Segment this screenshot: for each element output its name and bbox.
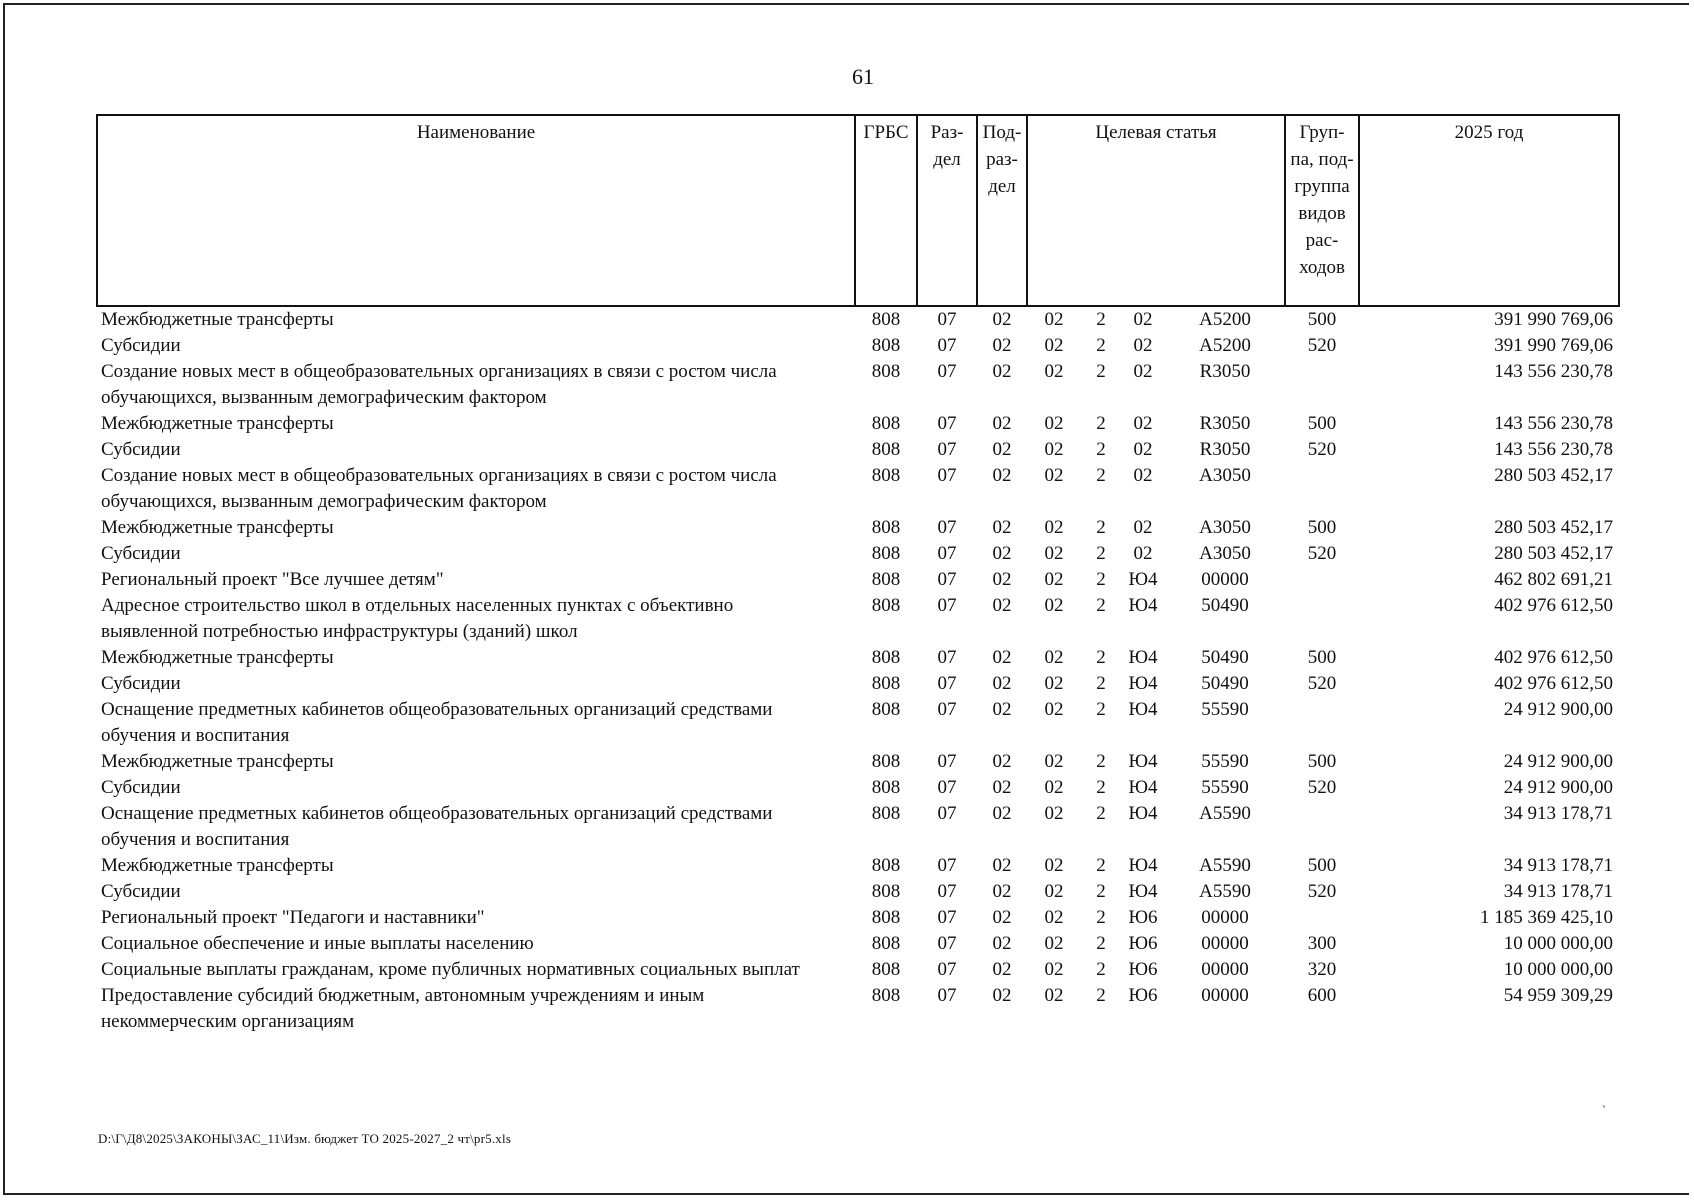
row-razdel: 07 <box>937 543 957 564</box>
header-target-article: Целевая статья <box>1027 115 1285 306</box>
row-razdel: 07 <box>937 647 957 668</box>
row-amount: 402 976 612,50 <box>1494 647 1614 668</box>
row-target-type: 2 <box>1096 465 1106 486</box>
row-name: Региональный проект "Педагоги и наставники" <box>101 907 485 928</box>
row-target-project: Ю6 <box>1128 985 1158 1006</box>
row-podrazdel: 02 <box>992 361 1012 382</box>
row-target-type: 2 <box>1096 413 1106 434</box>
row-target-type: 2 <box>1096 309 1106 330</box>
header-year-2025: 2025 год <box>1359 115 1619 306</box>
row-target-program: 02 <box>1044 439 1064 460</box>
row-razdel: 07 <box>937 751 957 772</box>
row-razdel: 07 <box>937 673 957 694</box>
table-row <box>97 853 1619 879</box>
table-row <box>97 879 1619 905</box>
row-target-program: 02 <box>1044 361 1064 382</box>
table-row <box>97 333 1619 359</box>
file-path: D:\Г\Д8\2025\ЗАКОНЫ\ЗАС_11\Изм. бюджет ТО 2025-2027_2 чт\pr5.xls <box>98 1131 512 1146</box>
row-target-project: Ю6 <box>1128 959 1158 980</box>
row-target-direction: А5200 <box>1199 335 1251 356</box>
row-razdel: 07 <box>937 699 957 720</box>
header-grbs: ГРБС <box>855 115 917 306</box>
row-target-direction: А3050 <box>1199 543 1251 564</box>
row-grbs: 808 <box>871 335 901 356</box>
row-name: Социальное обеспечение и иные выплаты населению <box>101 933 534 954</box>
row-amount: 10 000 000,00 <box>1503 959 1614 980</box>
row-target-direction: А5590 <box>1199 881 1251 902</box>
row-name: Межбюджетные трансферты <box>101 517 334 538</box>
row-target-program: 02 <box>1044 777 1064 798</box>
row-expense-group: 500 <box>1307 647 1337 668</box>
row-grbs: 808 <box>871 439 901 460</box>
row-podrazdel: 02 <box>992 907 1012 928</box>
row-expense-group: 320 <box>1307 959 1337 980</box>
row-target-program: 02 <box>1044 881 1064 902</box>
row-grbs: 808 <box>871 413 901 434</box>
table-row <box>97 671 1619 697</box>
row-grbs: 808 <box>871 751 901 772</box>
row-target-project: Ю4 <box>1128 569 1158 590</box>
row-target-project: 02 <box>1133 439 1153 460</box>
table-row <box>97 645 1619 671</box>
row-razdel: 07 <box>937 907 957 928</box>
row-target-project: Ю4 <box>1128 751 1158 772</box>
row-amount: 24 912 900,00 <box>1503 699 1614 720</box>
row-target-type: 2 <box>1096 803 1106 824</box>
row-name: Субсидии <box>101 673 181 694</box>
row-target-program: 02 <box>1044 803 1064 824</box>
table-row <box>97 957 1619 983</box>
row-target-program: 02 <box>1044 855 1064 876</box>
row-amount: 24 912 900,00 <box>1503 777 1614 798</box>
row-expense-group <box>1285 697 1359 749</box>
row-grbs: 808 <box>871 569 901 590</box>
row-target-direction: 55590 <box>1201 751 1249 772</box>
header-razdel: Раз- дел <box>917 115 977 306</box>
row-target-type: 2 <box>1096 361 1106 382</box>
row-expense-group <box>1285 567 1359 593</box>
row-name: Межбюджетные трансферты <box>101 309 334 330</box>
row-grbs: 808 <box>871 699 901 720</box>
row-amount: 280 503 452,17 <box>1494 517 1614 538</box>
row-target-project: 02 <box>1133 517 1153 538</box>
row-grbs: 808 <box>871 855 901 876</box>
row-target-program: 02 <box>1044 907 1064 928</box>
row-target-project: Ю6 <box>1128 907 1158 928</box>
row-target-direction: А5590 <box>1199 855 1251 876</box>
row-grbs: 808 <box>871 985 901 1006</box>
row-grbs: 808 <box>871 309 901 330</box>
row-grbs: 808 <box>871 881 901 902</box>
row-expense-group <box>1285 359 1359 411</box>
row-grbs: 808 <box>871 647 901 668</box>
row-podrazdel: 02 <box>992 335 1012 356</box>
table-row <box>97 775 1619 801</box>
row-name: Социальные выплаты гражданам, кроме публичных нормативных социальных выплат <box>101 959 800 980</box>
row-podrazdel: 02 <box>992 439 1012 460</box>
row-grbs: 808 <box>871 933 901 954</box>
row-target-project: Ю4 <box>1128 673 1158 694</box>
row-name: Создание новых мест в общеобразовательных организациях в связи с ростом числа обучающихся, вызванным демографическим фактором <box>101 465 777 512</box>
row-podrazdel: 02 <box>992 465 1012 486</box>
row-target-project: Ю4 <box>1128 699 1158 720</box>
row-target-direction: 00000 <box>1201 933 1249 954</box>
row-name: Региональный проект "Все лучшее детям" <box>101 569 444 590</box>
row-target-type: 2 <box>1096 777 1106 798</box>
row-target-project: 02 <box>1133 309 1153 330</box>
row-razdel: 07 <box>937 959 957 980</box>
row-target-type: 2 <box>1096 751 1106 772</box>
row-podrazdel: 02 <box>992 777 1012 798</box>
table-row <box>97 931 1619 957</box>
row-target-program: 02 <box>1044 413 1064 434</box>
row-target-project: Ю4 <box>1128 595 1158 616</box>
row-target-program: 02 <box>1044 959 1064 980</box>
header-podrazdel: Под- раз- дел <box>977 115 1027 306</box>
table-row <box>97 515 1619 541</box>
row-target-program: 02 <box>1044 647 1064 668</box>
row-expense-group: 500 <box>1307 855 1337 876</box>
row-amount: 143 556 230,78 <box>1494 413 1614 434</box>
row-target-direction: 00000 <box>1201 959 1249 980</box>
row-razdel: 07 <box>937 517 957 538</box>
row-target-type: 2 <box>1096 595 1106 616</box>
row-target-type: 2 <box>1096 959 1106 980</box>
row-amount: 402 976 612,50 <box>1494 673 1614 694</box>
row-podrazdel: 02 <box>992 699 1012 720</box>
table-row <box>97 541 1619 567</box>
row-expense-group: 500 <box>1307 413 1337 434</box>
row-target-program: 02 <box>1044 595 1064 616</box>
row-target-program: 02 <box>1044 309 1064 330</box>
row-podrazdel: 02 <box>992 517 1012 538</box>
row-name: Субсидии <box>101 335 181 356</box>
row-amount: 391 990 769,06 <box>1494 335 1614 356</box>
row-target-project: Ю4 <box>1128 803 1158 824</box>
row-expense-group: 500 <box>1307 309 1337 330</box>
row-name: Оснащение предметных кабинетов общеобразовательных организаций средствами обучения и воспитания <box>101 803 773 850</box>
row-name: Межбюджетные трансферты <box>101 647 334 668</box>
row-name: Адресное строительство школ в отдельных населенных пунктах с объективно выявленной потребностью инфраструктуры (зданий) школ <box>101 595 734 642</box>
row-expense-group <box>1285 905 1359 931</box>
row-amount: 143 556 230,78 <box>1494 439 1614 460</box>
row-name: Предоставление субсидий бюджетным, автономным учреждениям и иным некоммерческим организациям <box>101 985 705 1032</box>
row-amount: 34 913 178,71 <box>1503 803 1614 824</box>
row-podrazdel: 02 <box>992 881 1012 902</box>
row-target-type: 2 <box>1096 985 1106 1006</box>
row-podrazdel: 02 <box>992 647 1012 668</box>
row-name: Субсидии <box>101 881 181 902</box>
row-amount: 402 976 612,50 <box>1494 595 1614 616</box>
row-name: Создание новых мест в общеобразовательных организациях в связи с ростом числа обучающихся, вызванным демографическим фактором <box>101 361 777 408</box>
row-expense-group <box>1285 463 1359 515</box>
table-row <box>97 593 1619 645</box>
row-name: Субсидии <box>101 439 181 460</box>
row-razdel: 07 <box>937 881 957 902</box>
row-podrazdel: 02 <box>992 309 1012 330</box>
row-razdel: 07 <box>937 569 957 590</box>
row-target-type: 2 <box>1096 647 1106 668</box>
row-name: Субсидии <box>101 543 181 564</box>
row-amount: 24 912 900,00 <box>1503 751 1614 772</box>
row-razdel: 07 <box>937 335 957 356</box>
row-target-project: 02 <box>1133 361 1153 382</box>
row-grbs: 808 <box>871 907 901 928</box>
row-target-type: 2 <box>1096 699 1106 720</box>
row-amount: 1 185 369 425,10 <box>1480 907 1614 928</box>
row-target-program: 02 <box>1044 985 1064 1006</box>
row-target-direction: R3050 <box>1199 361 1251 382</box>
row-podrazdel: 02 <box>992 569 1012 590</box>
row-podrazdel: 02 <box>992 673 1012 694</box>
row-target-program: 02 <box>1044 933 1064 954</box>
table-row <box>97 306 1619 333</box>
header-expense-group: Груп- па, под- группа видов рас- ходов <box>1285 115 1359 306</box>
row-name: Межбюджетные трансферты <box>101 751 334 772</box>
row-target-type: 2 <box>1096 569 1106 590</box>
table-row <box>97 697 1619 749</box>
row-expense-group: 500 <box>1307 751 1337 772</box>
row-target-direction: 55590 <box>1201 777 1249 798</box>
row-target-direction: 55590 <box>1201 699 1249 720</box>
row-amount: 280 503 452,17 <box>1494 465 1614 486</box>
row-podrazdel: 02 <box>992 855 1012 876</box>
row-expense-group: 300 <box>1307 933 1337 954</box>
row-amount: 462 802 691,21 <box>1494 569 1614 590</box>
table-row <box>97 463 1619 515</box>
row-expense-group: 520 <box>1307 673 1337 694</box>
row-target-type: 2 <box>1096 907 1106 928</box>
row-target-direction: 50490 <box>1201 595 1249 616</box>
row-grbs: 808 <box>871 673 901 694</box>
row-target-type: 2 <box>1096 335 1106 356</box>
row-name: Оснащение предметных кабинетов общеобразовательных организаций средствами обучения и воспитания <box>101 699 773 746</box>
row-target-type: 2 <box>1096 933 1106 954</box>
table-row <box>97 567 1619 593</box>
row-podrazdel: 02 <box>992 959 1012 980</box>
row-target-project: 02 <box>1133 413 1153 434</box>
table-body <box>97 306 1619 1035</box>
row-target-direction: А5200 <box>1199 309 1251 330</box>
row-target-project: Ю4 <box>1128 777 1158 798</box>
row-podrazdel: 02 <box>992 933 1012 954</box>
row-grbs: 808 <box>871 465 901 486</box>
row-amount: 34 913 178,71 <box>1503 855 1614 876</box>
row-target-direction: 50490 <box>1201 673 1249 694</box>
row-target-project: Ю4 <box>1128 647 1158 668</box>
row-target-program: 02 <box>1044 569 1064 590</box>
table-header <box>97 115 1619 306</box>
row-razdel: 07 <box>937 413 957 434</box>
row-target-direction: 00000 <box>1201 907 1249 928</box>
row-target-type: 2 <box>1096 673 1106 694</box>
row-expense-group: 500 <box>1307 517 1337 538</box>
row-razdel: 07 <box>937 361 957 382</box>
row-target-direction: 00000 <box>1201 569 1249 590</box>
table-row <box>97 905 1619 931</box>
table-row <box>97 983 1619 1035</box>
row-target-type: 2 <box>1096 855 1106 876</box>
row-target-type: 2 <box>1096 439 1106 460</box>
row-grbs: 808 <box>871 959 901 980</box>
row-razdel: 07 <box>937 803 957 824</box>
row-grbs: 808 <box>871 803 901 824</box>
row-target-direction: R3050 <box>1199 413 1251 434</box>
table-row <box>97 411 1619 437</box>
row-razdel: 07 <box>937 933 957 954</box>
row-target-program: 02 <box>1044 517 1064 538</box>
row-grbs: 808 <box>871 595 901 616</box>
row-expense-group: 520 <box>1307 881 1337 902</box>
row-razdel: 07 <box>937 309 957 330</box>
row-target-type: 2 <box>1096 517 1106 538</box>
row-expense-group: 520 <box>1307 439 1337 460</box>
row-target-program: 02 <box>1044 673 1064 694</box>
row-amount: 280 503 452,17 <box>1494 543 1614 564</box>
row-razdel: 07 <box>937 465 957 486</box>
row-target-project: 02 <box>1133 543 1153 564</box>
row-target-program: 02 <box>1044 465 1064 486</box>
row-razdel: 07 <box>937 985 957 1006</box>
row-podrazdel: 02 <box>992 803 1012 824</box>
row-expense-group: 520 <box>1307 335 1337 356</box>
row-amount: 34 913 178,71 <box>1503 881 1614 902</box>
row-razdel: 07 <box>937 855 957 876</box>
row-podrazdel: 02 <box>992 751 1012 772</box>
row-podrazdel: 02 <box>992 985 1012 1006</box>
row-expense-group <box>1285 801 1359 853</box>
page-number: 61 <box>852 64 874 89</box>
row-grbs: 808 <box>871 361 901 382</box>
row-razdel: 07 <box>937 595 957 616</box>
row-name: Субсидии <box>101 777 181 798</box>
row-podrazdel: 02 <box>992 543 1012 564</box>
budget-table <box>96 114 1620 1035</box>
row-target-program: 02 <box>1044 543 1064 564</box>
row-razdel: 07 <box>937 777 957 798</box>
row-target-project: 02 <box>1133 335 1153 356</box>
row-target-program: 02 <box>1044 751 1064 772</box>
row-target-type: 2 <box>1096 881 1106 902</box>
row-expense-group <box>1285 593 1359 645</box>
table-row <box>97 801 1619 853</box>
row-target-project: Ю6 <box>1128 933 1158 954</box>
row-name: Межбюджетные трансферты <box>101 413 334 434</box>
row-target-direction: R3050 <box>1199 439 1251 460</box>
row-target-project: 02 <box>1133 465 1153 486</box>
row-grbs: 808 <box>871 777 901 798</box>
row-grbs: 808 <box>871 543 901 564</box>
table-row <box>97 437 1619 463</box>
row-expense-group: 600 <box>1307 985 1337 1006</box>
header-name: Наименование <box>97 115 855 306</box>
tick-mark: ` <box>1602 1103 1606 1117</box>
row-target-direction: 50490 <box>1201 647 1249 668</box>
row-razdel: 07 <box>937 439 957 460</box>
row-podrazdel: 02 <box>992 595 1012 616</box>
row-grbs: 808 <box>871 517 901 538</box>
row-target-direction: А3050 <box>1199 517 1251 538</box>
row-target-direction: 00000 <box>1201 985 1249 1006</box>
row-expense-group: 520 <box>1307 543 1337 564</box>
table-row <box>97 359 1619 411</box>
row-target-direction: А3050 <box>1199 465 1251 486</box>
row-expense-group: 520 <box>1307 777 1337 798</box>
row-podrazdel: 02 <box>992 413 1012 434</box>
row-amount: 143 556 230,78 <box>1494 361 1614 382</box>
row-amount: 54 959 309,29 <box>1503 985 1614 1006</box>
row-target-type: 2 <box>1096 543 1106 564</box>
row-amount: 10 000 000,00 <box>1503 933 1614 954</box>
row-target-project: Ю4 <box>1128 881 1158 902</box>
row-target-project: Ю4 <box>1128 855 1158 876</box>
row-target-program: 02 <box>1044 335 1064 356</box>
row-target-program: 02 <box>1044 699 1064 720</box>
row-name: Межбюджетные трансферты <box>101 855 334 876</box>
row-amount: 391 990 769,06 <box>1494 309 1614 330</box>
row-target-direction: А5590 <box>1199 803 1251 824</box>
table-row <box>97 749 1619 775</box>
